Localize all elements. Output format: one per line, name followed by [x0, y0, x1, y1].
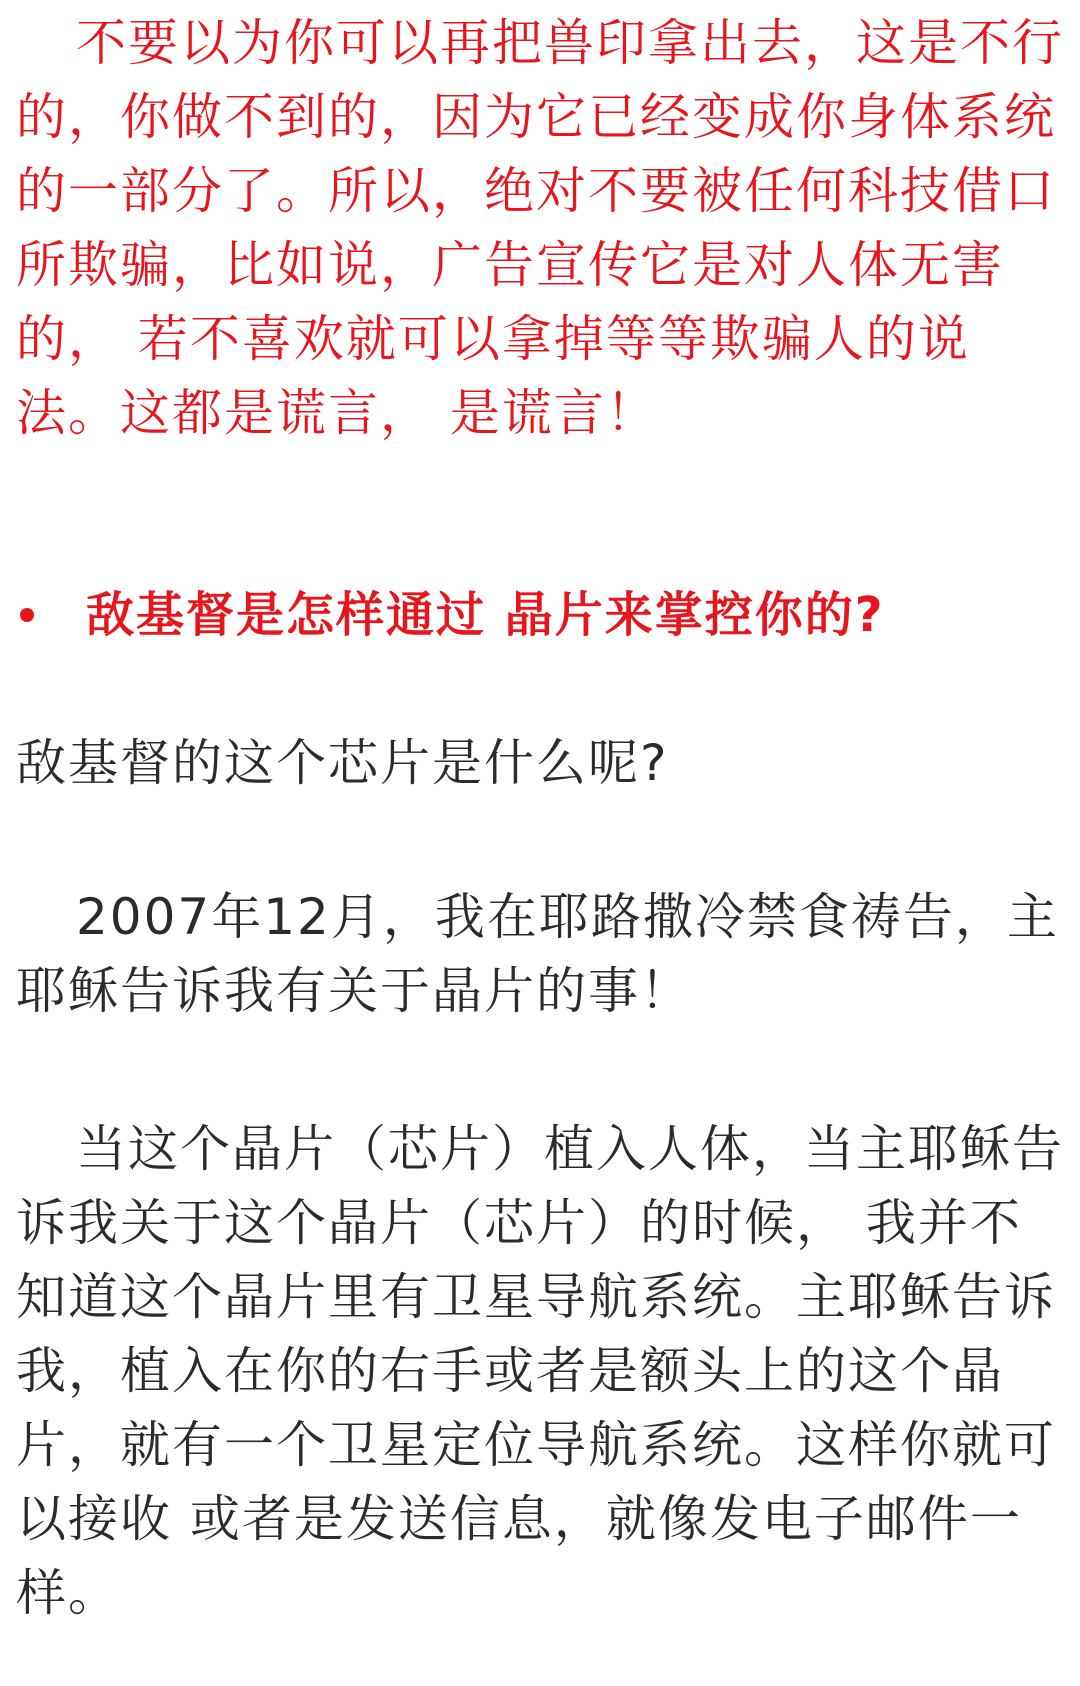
section-heading-text: 敌基督是怎样通过 晶片来掌控你的?: [86, 587, 885, 643]
question-paragraph: 敌基督的这个芯片是什么呢?: [16, 734, 669, 792]
section-heading: [16, 578, 1064, 652]
story-paragraph: 2007年12月，我在耶路撒冷禁食祷告，主耶稣告诉我有关于晶片的事！: [16, 888, 1059, 1020]
warning-paragraph: 不要以为你可以再把兽印拿出去，这是不行的，你做不到的，因为它已经变成你身体系统的一部分了。所以，绝对不要被任何科技借口所欺骗，比如说，广告宣传它是对人体无害的， 若不喜欢就可以拿掉等等欺骗人的说法。这都是谎言， 是谎言！: [16, 14, 1064, 442]
explanation-paragraph: 当这个晶片（芯片）植入人体，当主耶稣告诉我关于这个晶片（芯片）的时候， 我并不知道这个晶片里有卫星导航系统。主耶稣告诉我，植入在你的右手或者是额头上的这个晶片，就有一个卫星定位导航系统。这样你就可以接收 或者是发送信息，就像发电子邮件一样。: [16, 1120, 1064, 1622]
bullet-dot-icon: [20, 608, 34, 622]
